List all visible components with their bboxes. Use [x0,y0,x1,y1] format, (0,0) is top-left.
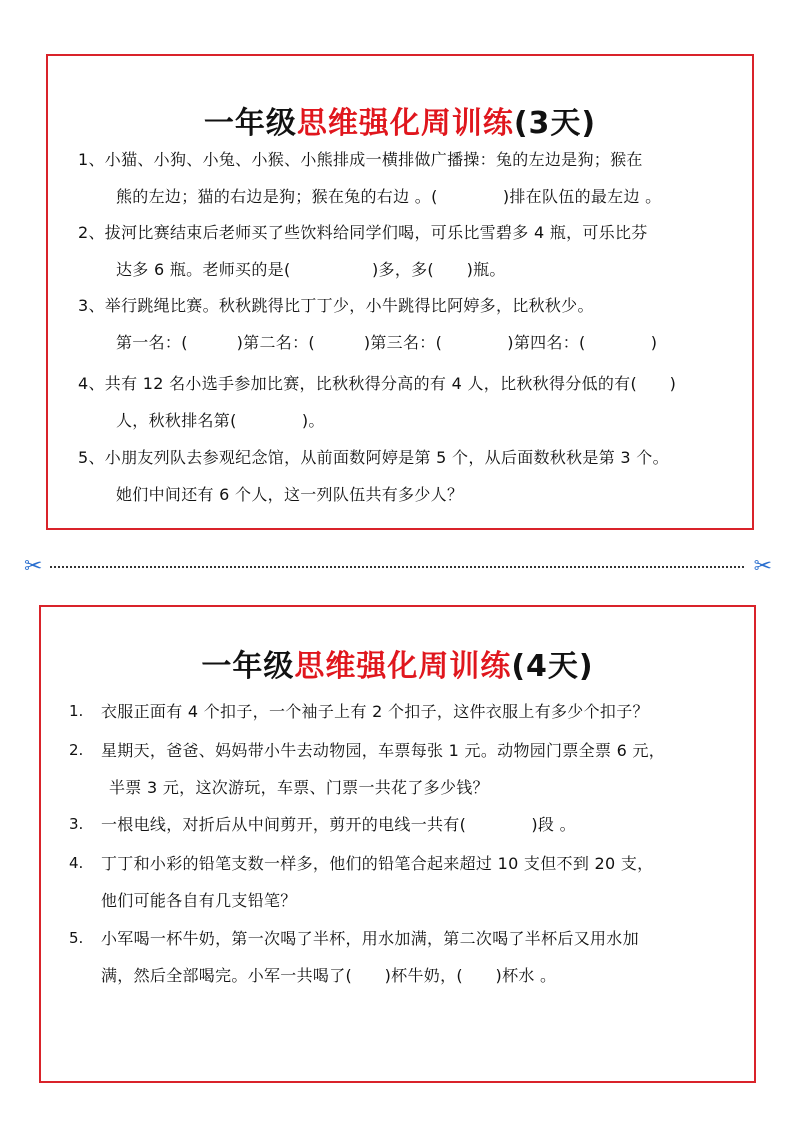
cut-divider [0,552,794,582]
question-2: 星期天，爸爸、妈妈带小牛去动物园，车票每张 1 元。动物园门票全票 6 元， 半票 3 元，这次游玩，车票、门票一共花了多少钱？ [101,741,666,797]
scissors-icon: ✂ [753,554,772,579]
question-number: 1. [69,702,84,720]
question-4: 4、共有 12 名小选手参加比赛，比秋秋得分高的有 4 人，比秋秋得分低的有( ) 人，秋秋排名第( )。 [78,374,677,430]
worksheet-title [41,641,754,685]
scissors-icon: ✂ [24,554,43,579]
question-1: 衣服正面有 4 个扣子，一个袖子上有 2 个扣子，这件衣服上有多少个扣子？ [101,702,649,721]
question-3: 一根电线，对折后从中间剪开，剪开的电线一共有( )段 。 [101,815,576,834]
question-1: 1、小猫、小狗、小兔、小猴、小熊排成一横排做广播操：兔的左边是狗；猴在 熊的左边；猫的右边是狗；猴在兔的右边 。( )排在队伍的最左边 。 [78,150,662,206]
question-5: 5、小朋友列队去参观纪念馆，从前面数阿婷是第 5 个，从后面数秋秋是第 3 个。 她们中间还有 6 个人，这一列队伍共有多少人？ [78,448,669,504]
title-day: (3天) [513,106,597,141]
question-number: 3. [69,815,84,833]
question-number: 5. [69,929,84,947]
dotted-cut-line [50,566,744,568]
question-2: 2、拔河比赛结束后老师买了些饮料给同学们喝，可乐比雪碧多 4 瓶，可乐比芬 达多 6 瓶。老师买的是( )多，多( )瓶。 [78,223,648,279]
title-topic: 思维强化周训练 [296,106,514,141]
title-topic: 思维强化周训练 [294,649,512,684]
worksheet-title [48,98,752,142]
question-5: 小军喝一杯牛奶，第一次喝了半杯，用水加满，第二次喝了半杯后又用水加 满，然后全部喝完。小军一共喝了( )杯牛奶，( )杯水 。 [101,929,639,985]
title-day: (4天) [511,649,594,684]
question-3: 3、举行跳绳比赛。秋秋跳得比丁丁少，小牛跳得比阿婷多，比秋秋少。 第一名：( )第二名：( )第三名：( )第四名：( ) [78,296,658,352]
title-grade: 一年级 [201,649,295,684]
worksheet-day4 [39,605,756,1083]
question-number: 2. [69,741,84,759]
title-grade: 一年级 [203,106,297,141]
question-4: 丁丁和小彩的铅笔支数一样多，他们的铅笔合起来超过 10 支但不到 20 支， 他们可能各自有几支铅笔？ [101,854,654,910]
worksheet-day3 [46,54,754,530]
question-number: 4. [69,854,84,872]
